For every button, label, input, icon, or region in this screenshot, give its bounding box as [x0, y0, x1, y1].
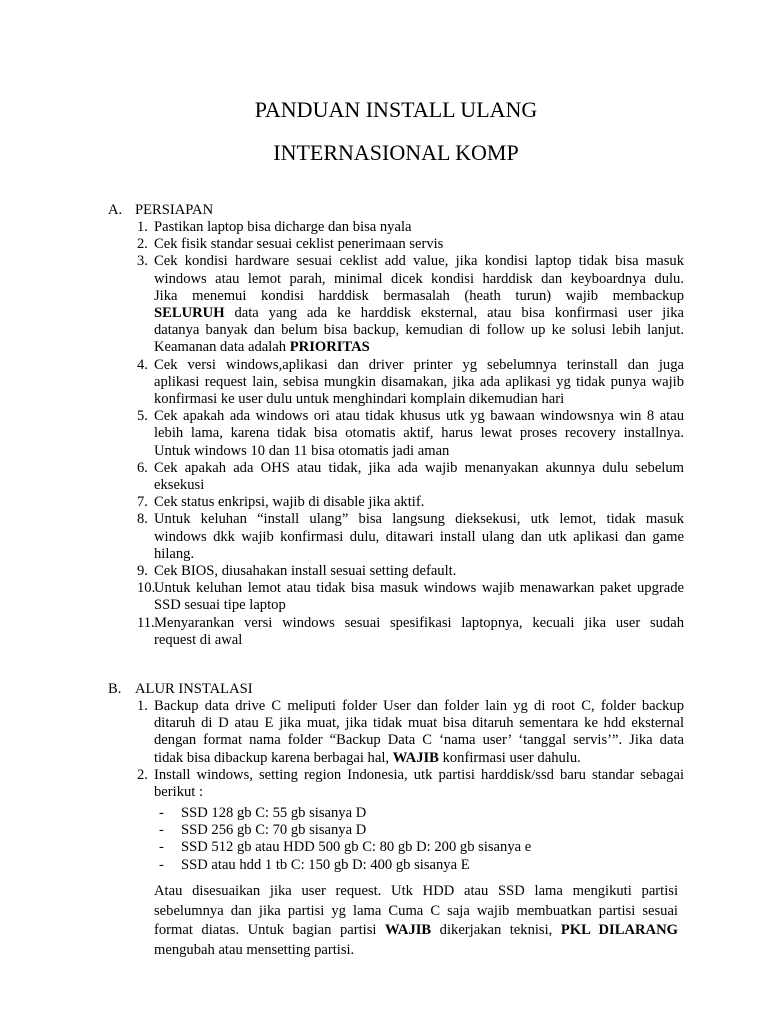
item-text: data yang ada ke harddisk eksternal, atau bisa konfirmasi user jika	[234, 305, 684, 322]
item-text: aplikasi request lain, sebisa mungkin disamakan, jika ada aplikasi yg tidak punya wajib	[154, 373, 684, 390]
document-title-line-1: PANDUAN INSTALL ULANG	[254, 97, 538, 122]
emphasis-text: SELURUH	[154, 305, 225, 322]
list-item	[108, 615, 684, 649]
item-number: 6.	[137, 459, 148, 476]
list-item	[108, 580, 684, 614]
document-title-line-2: INTERNASIONAL KOMP	[273, 140, 519, 165]
item-text: Cek status enkripsi, wajib di disable jika aktif.	[154, 494, 425, 511]
item-number: 7.	[137, 494, 148, 511]
note-text: format diatas. Untuk bagian partisi	[154, 922, 377, 939]
emphasis-text: WAJIB	[392, 749, 439, 766]
dash-bullet: -	[159, 805, 164, 821]
item-number: 1.	[137, 219, 148, 235]
emphasis-text: PRIORITAS	[289, 339, 370, 356]
dash-bullet: -	[159, 839, 164, 856]
item-text: Jika menemui kondisi harddisk bermasalah (heath turun) wajib membackup	[154, 287, 684, 304]
note-text: dikerjakan teknisi,	[439, 922, 553, 939]
partition-item	[159, 805, 579, 822]
item-text: Cek fisik standar sesuai ceklist penerimaan servis	[154, 236, 444, 253]
list-item	[108, 698, 684, 767]
item-number: 2.	[137, 236, 148, 253]
dash-bullet: -	[159, 856, 164, 873]
partition-note	[154, 882, 678, 960]
item-text: berikut :	[154, 784, 204, 801]
emphasis-text: PKL DILARANG	[560, 922, 678, 939]
item-number: 9.	[137, 563, 148, 580]
section-b-title: ALUR INSTALASI	[135, 681, 253, 697]
section-a-list	[108, 219, 684, 649]
section-b-list	[108, 698, 684, 801]
list-item	[108, 236, 684, 253]
list-item	[108, 460, 684, 494]
item-text: Menyarankan versi windows sesuai spesifikasi laptopnya, kecuali jika user sudah	[154, 614, 684, 631]
item-text: Cek apakah ada OHS atau tidak, jika ada wajib menanyakan akunnya dulu sebelum	[154, 459, 684, 476]
item-text: Untuk keluhan “install ulang” bisa langsung dieksekusi, utk lemot, tidak masuk	[154, 511, 684, 528]
item-text: eksekusi	[154, 477, 205, 494]
section-a-heading	[108, 202, 213, 219]
partition-list	[159, 805, 579, 874]
partition-item	[159, 822, 579, 839]
partition-text: SSD 512 gb atau HDD 500 gb C: 80 gb D: 200 gb sisanya e	[181, 839, 532, 856]
list-item	[108, 563, 684, 580]
item-text: Untuk keluhan lemot atau tidak bisa masuk windows wajib menawarkan paket upgrade	[154, 580, 684, 597]
item-text: konfirmasi user dahulu.	[442, 749, 581, 766]
partition-item	[159, 839, 579, 856]
partition-text: SSD 256 gb C: 70 gb sisanya D	[181, 822, 367, 839]
list-item	[108, 253, 684, 356]
item-text: Untuk windows 10 dan 11 bisa otomatis jadi aman	[154, 442, 450, 459]
item-text: Backup data drive C meliputi folder User dan folder lain yg di root C, folder backup	[154, 698, 684, 714]
item-number: 1.	[137, 698, 148, 714]
item-number: 2.	[137, 766, 148, 783]
item-text: windows atau lemot parah, minimal dicek kondisi harddisk dan keyboardnya dulu.	[154, 270, 684, 287]
item-number: 8.	[137, 511, 148, 528]
item-text: Cek BIOS, diusahakan install sesuai setting default.	[154, 563, 457, 580]
note-text: mengubah atau mensetting partisi.	[154, 941, 355, 958]
item-number: 5.	[137, 408, 148, 425]
item-number: 10.	[137, 580, 156, 597]
section-b-heading	[108, 681, 253, 698]
list-item	[108, 494, 684, 511]
item-number: 3.	[137, 253, 148, 270]
item-text: request di awal	[154, 631, 243, 648]
item-text: dengan format nama folder “Backup Data C ‘nama user’ ‘tanggal servis’”. Jika data	[154, 732, 684, 749]
partition-text: SSD atau hdd 1 tb C: 150 gb D: 400 gb sisanya E	[181, 856, 470, 873]
item-text: tidak bisa dibackup karena berbagai hal,	[154, 749, 390, 766]
note-text: Atau disesuaikan jika user request. Utk HDD atau SSD lama mengikuti partisi	[154, 883, 678, 899]
list-item	[108, 219, 684, 236]
section-a-letter: A.	[108, 202, 123, 218]
item-text: datanya banyak dan belum bisa backup, kemudian di follow up ke solusi lebih lanjut.	[154, 322, 684, 339]
list-item	[108, 511, 684, 563]
dash-bullet: -	[159, 822, 164, 839]
partition-item	[159, 857, 579, 874]
list-item	[108, 767, 684, 801]
item-number: 4.	[137, 356, 148, 373]
item-text: Install windows, setting region Indonesia, utk partisi harddisk/ssd baru standar sebagai	[154, 766, 684, 783]
section-b-letter: B.	[108, 681, 122, 697]
section-a-title: PERSIAPAN	[135, 202, 214, 218]
item-text: Keamanan data adalah	[154, 339, 287, 356]
item-text: konfirmasi ke user dulu untuk menghindari komplain dikemudian hari	[154, 391, 565, 408]
item-text: Pastikan laptop bisa dicharge dan bisa nyala	[154, 219, 412, 235]
item-text: Cek versi windows,aplikasi dan driver printer yg sebelumnya terinstall dan juga	[154, 356, 684, 373]
item-text: Cek apakah ada windows ori atau tidak khusus utk yg bawaan windowsnya win 8 atau	[154, 408, 684, 425]
item-text: Cek kondisi hardware sesuai ceklist add value, jika kondisi laptop tidak bisa masuk	[154, 253, 684, 270]
item-number: 11.	[137, 614, 155, 631]
item-text: ditaruh di D atau E jika muat, jika tidak muat bisa ditaruh sementara ke hdd eksternal	[154, 715, 684, 732]
partition-text: SSD 128 gb C: 55 gb sisanya D	[181, 805, 367, 821]
item-text: SSD sesuai tipe laptop	[154, 597, 286, 614]
item-text: hilang.	[154, 545, 195, 562]
item-text: windows dkk wajib konfirmasi dulu, ditawari install ulang dan utk aplikasi dan game	[154, 528, 684, 545]
item-text: lebih lama, karena tidak bisa otomatis aktif, harus lewat proses recovery installnya.	[154, 425, 684, 442]
note-text: sebelumnya dan jika partisi yg lama Cuma C saja wajib membuatkan partisi sesuai	[154, 902, 678, 919]
emphasis-text: WAJIB	[384, 922, 432, 939]
list-item	[108, 408, 684, 460]
list-item	[108, 357, 684, 409]
